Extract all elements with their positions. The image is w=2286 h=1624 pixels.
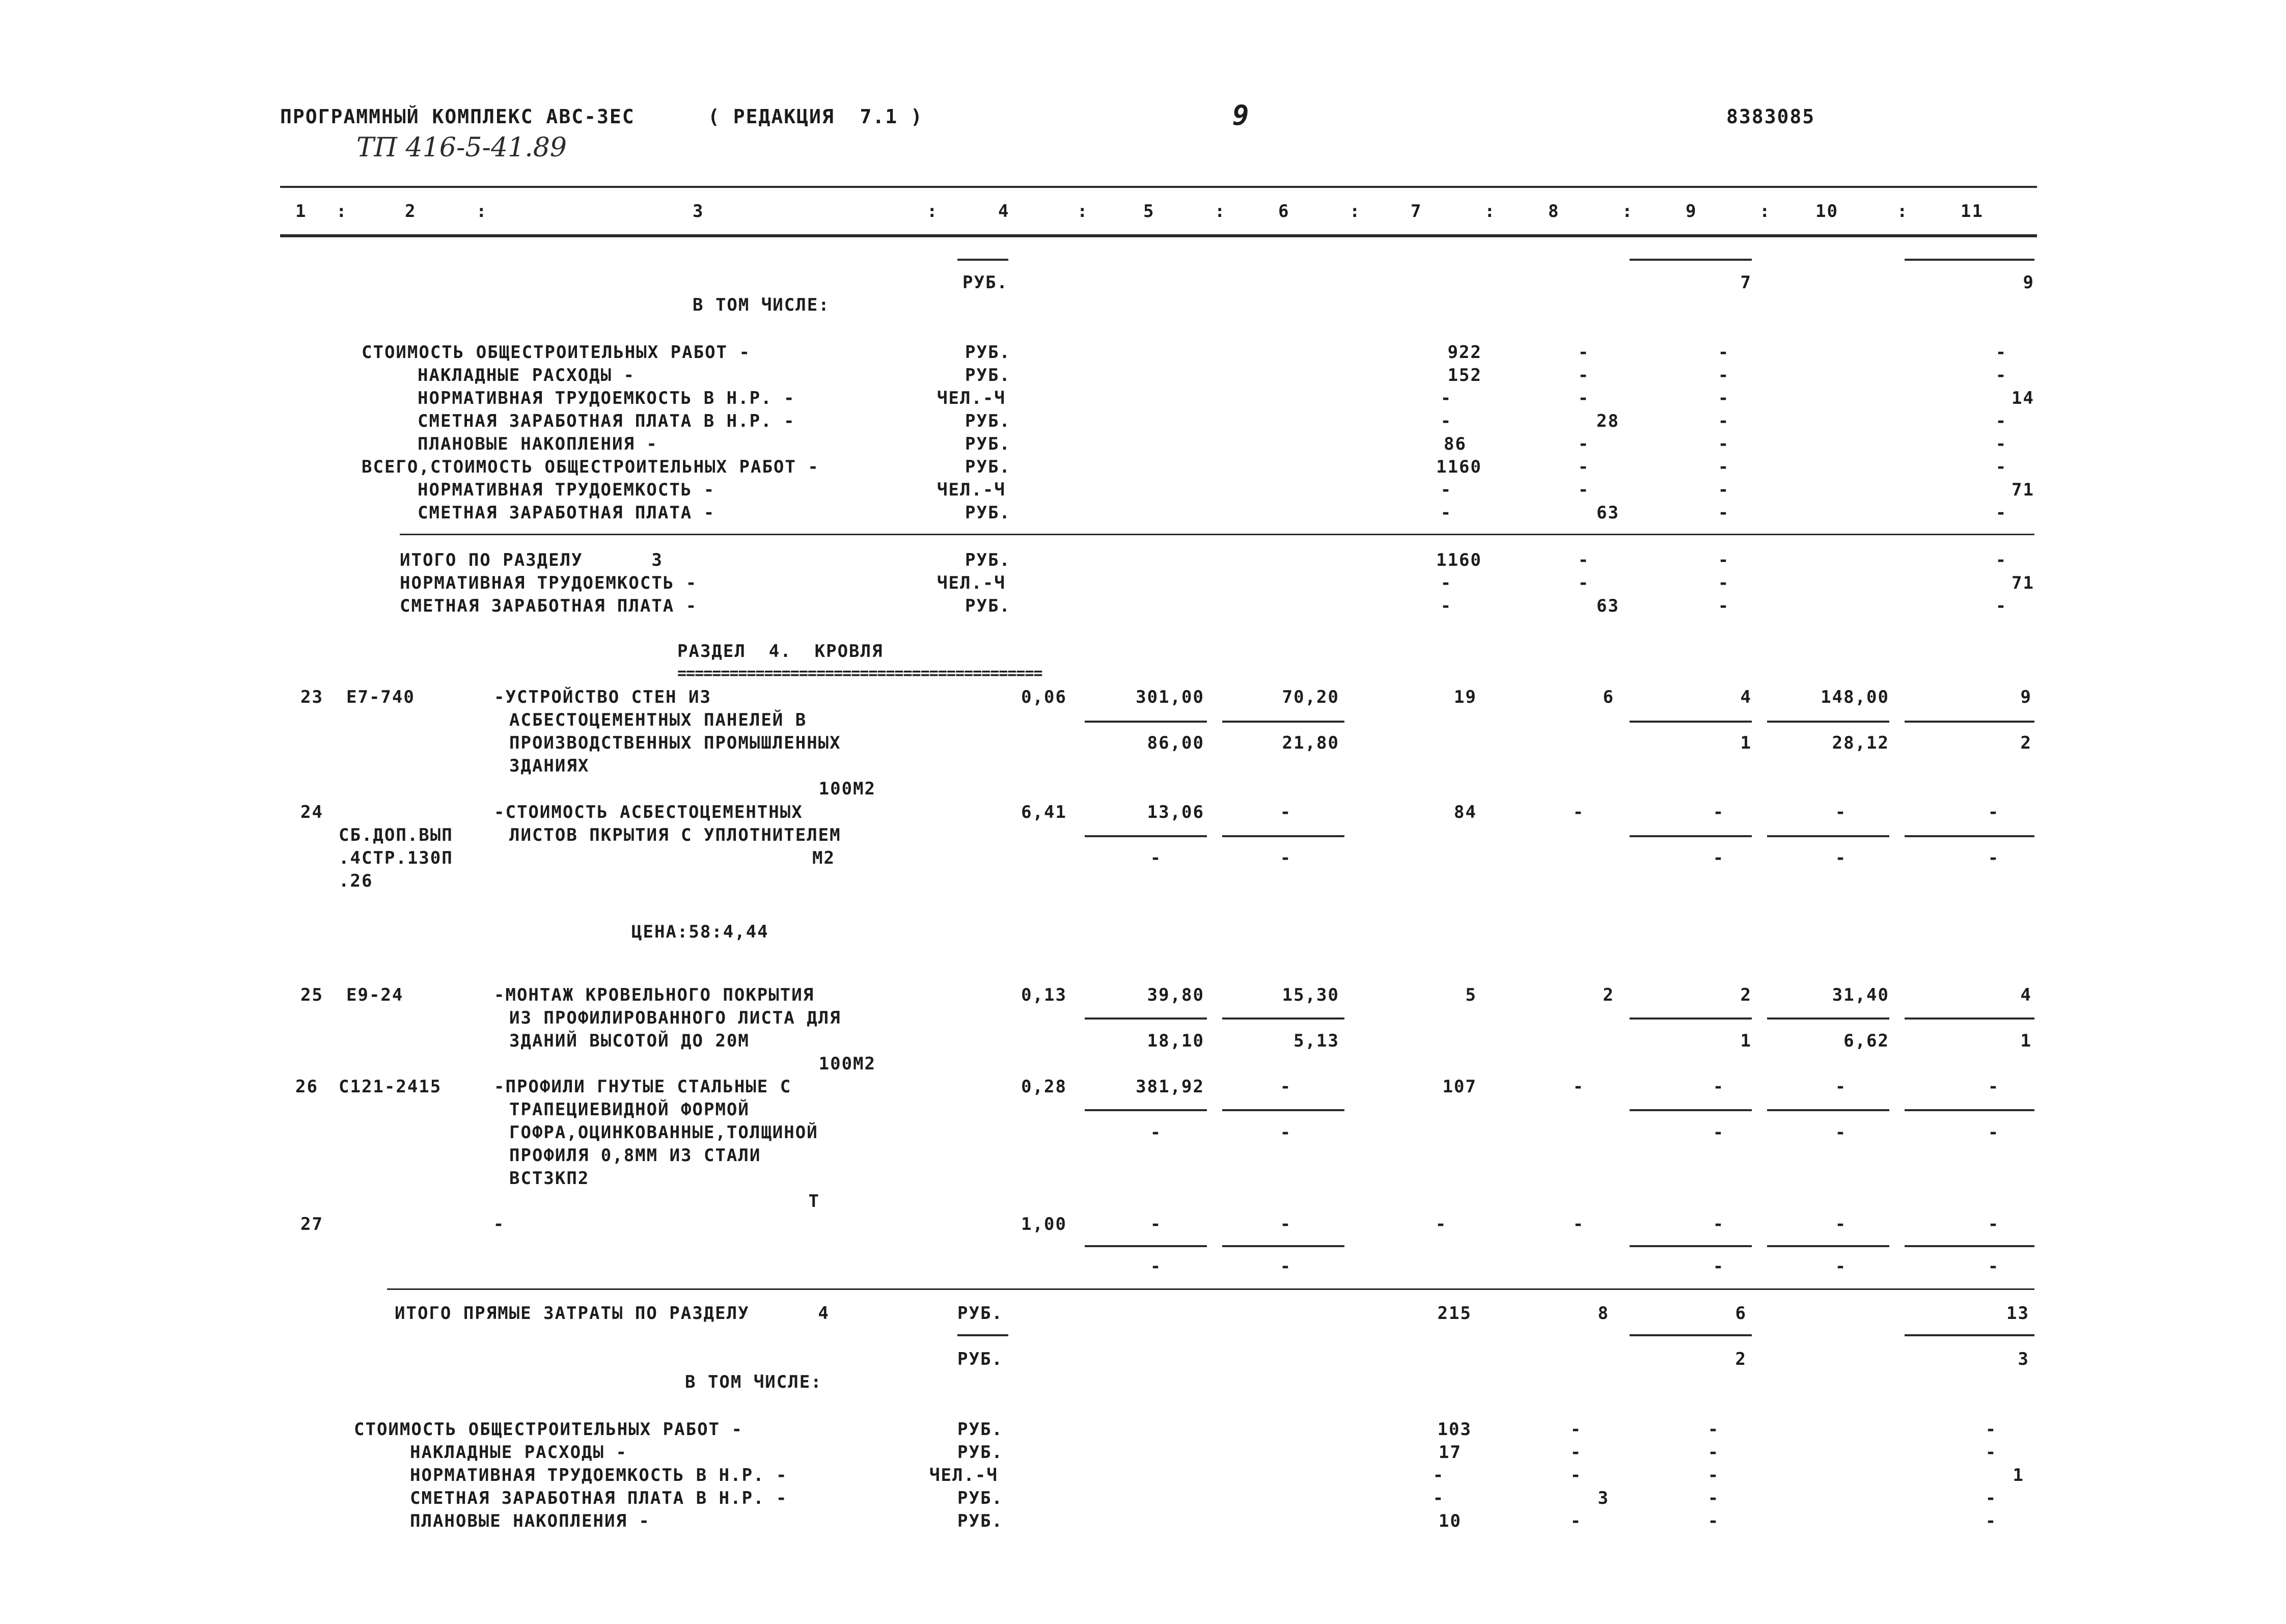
including-label: В ТОМ ЧИСЛЕ:: [685, 1372, 822, 1392]
row-number: 23: [300, 687, 323, 707]
dash-col9: -: [1713, 848, 1725, 868]
column-header-6: 6: [1278, 201, 1290, 222]
column-header-2: 2: [405, 201, 417, 222]
rate-code: .4СТР.130П: [339, 848, 453, 868]
value-col6: 21,80: [1282, 733, 1339, 753]
dash-col10: -: [1835, 1256, 1847, 1277]
dash-col11: -: [1995, 434, 2007, 454]
item-description: ЗДАНИЙ ВЫСОТОЙ ДО 20М: [509, 1031, 750, 1051]
dash-col9: -: [1718, 388, 1730, 408]
value-col5: 13,06: [1147, 802, 1204, 822]
rate-code: Е7-740: [346, 687, 415, 707]
rate-code: .26: [339, 871, 373, 891]
rule: [957, 259, 1008, 261]
dash-col11: -: [1988, 1256, 2000, 1277]
summary-line: СМЕТНАЯ ЗАРАБОТНАЯ ПЛАТА В Н.Р. -: [418, 411, 795, 431]
section-total-line: СМЕТНАЯ ЗАРАБОТНАЯ ПЛАТА -: [400, 596, 698, 616]
value-col10: 148,00: [1821, 687, 1889, 707]
column-header-8: 8: [1548, 201, 1560, 222]
column-header-5: 5: [1143, 201, 1155, 222]
rule: [1630, 1017, 1752, 1020]
column-separator: :: [1215, 201, 1226, 222]
value-col7: 19: [1454, 687, 1477, 707]
dash-col9: -: [1707, 1465, 1720, 1485]
unit-label: РУБ.: [965, 550, 1011, 570]
summary-line: СМЕТНАЯ ЗАРАБОТНАЯ ПЛАТА В Н.Р. -: [410, 1488, 788, 1508]
dash-col7: -: [1440, 411, 1452, 431]
dash-col8: -: [1573, 802, 1585, 822]
value-col11: 71: [2012, 573, 2034, 593]
column-separator: :: [476, 201, 488, 222]
unit-label: РУБ.: [965, 411, 1011, 431]
dash-col8: -: [1578, 388, 1590, 408]
unit-label: РУБ.: [957, 1488, 1003, 1508]
item-unit: 100М2: [818, 1054, 876, 1074]
item-description: АСБЕСТОЦЕМЕНТНЫХ ПАНЕЛЕЙ В: [509, 710, 807, 730]
dash-col7: -: [1440, 503, 1452, 523]
rule: [1222, 835, 1344, 837]
item-unit: Т: [808, 1191, 820, 1212]
summary-line: ПЛАНОВЫЕ НАКОПЛЕНИЯ -: [410, 1511, 650, 1531]
price-note: ЦЕНА:58:4,44: [631, 922, 769, 942]
unit-label: РУБ.: [965, 434, 1011, 454]
column-header-9: 9: [1686, 201, 1697, 222]
item-description: -УСТРОЙСТВО СТЕН ИЗ: [494, 687, 711, 707]
value-col8: 63: [1596, 503, 1619, 523]
column-separator: :: [1897, 201, 1909, 222]
dash-col6: -: [1280, 848, 1292, 868]
dash-col10: -: [1835, 848, 1847, 868]
dash-col7: -: [1440, 388, 1452, 408]
quantity: 1,00: [1021, 1214, 1067, 1234]
unit-label: РУБ.: [965, 503, 1011, 523]
unit-label: РУБ.: [957, 1303, 1003, 1324]
rule: [1085, 721, 1207, 723]
value-col11: 71: [2012, 480, 2034, 500]
dash-col8: -: [1578, 342, 1590, 363]
rule: [1767, 835, 1889, 837]
value-col11: 4: [2020, 985, 2032, 1005]
unit-label: РУБ.: [965, 596, 1011, 616]
rule: [400, 534, 2034, 535]
dash-col9: -: [1718, 457, 1730, 477]
value-col5: 39,80: [1147, 985, 1204, 1005]
rule: [1630, 1334, 1752, 1336]
summary-line: СТОИМОСТЬ ОБЩЕСТРОИТЕЛЬНЫХ РАБОТ -: [354, 1419, 743, 1440]
rate-code: С121-2415: [339, 1077, 442, 1097]
value-col5: 301,00: [1136, 687, 1204, 707]
dash-col8: -: [1578, 480, 1590, 500]
rule: [1905, 835, 2034, 837]
dash-col9: -: [1718, 365, 1730, 386]
value-col11: 9: [2020, 687, 2032, 707]
header-top-rule: [280, 186, 2037, 188]
item-description: ПРОФИЛЯ 0,8ММ ИЗ СТАЛИ: [509, 1145, 761, 1166]
section-total-line: НОРМАТИВНАЯ ТРУДОЕМКОСТЬ -: [400, 573, 698, 593]
dash-col11: -: [1985, 1419, 1997, 1440]
value-col11: 14: [2012, 388, 2034, 408]
dash-col9: -: [1718, 411, 1730, 431]
value-col8: 6: [1603, 687, 1614, 707]
summary-line: ВСЕГО,СТОИМОСТЬ ОБЩЕСТРОИТЕЛЬНЫХ РАБОТ -: [362, 457, 819, 477]
value-col6: 15,30: [1282, 985, 1339, 1005]
value-col5: 86,00: [1147, 733, 1204, 753]
value-col11: 1: [2020, 1031, 2032, 1051]
value-col7: 5: [1465, 985, 1477, 1005]
section-total-line: ИТОГО ПРЯМЫЕ ЗАТРАТЫ ПО РАЗДЕЛУ 4: [395, 1303, 830, 1324]
edition-label: ( РЕДАКЦИЯ 7.1 ): [708, 105, 923, 128]
rule: [1767, 1245, 1889, 1247]
dash-col9: -: [1718, 434, 1730, 454]
dash-col6: -: [1280, 1077, 1292, 1097]
column-header-4: 4: [998, 201, 1010, 222]
dash-col11: -: [1988, 802, 2000, 822]
dash-col9: -: [1713, 802, 1725, 822]
item-description: ПРОИЗВОДСТВЕННЫХ ПРОМЫШЛЕННЫХ: [509, 733, 841, 753]
value-col7: 86: [1444, 434, 1467, 454]
rule: [1222, 1109, 1344, 1111]
column-header-10: 10: [1815, 201, 1838, 222]
rule: [1085, 835, 1207, 837]
program-name: ПРОГРАММНЫЙ КОМПЛЕКС АВС-ЗЕС: [280, 105, 635, 128]
dash-col9: -: [1713, 1077, 1725, 1097]
dash-col11: -: [1995, 457, 2007, 477]
section-heading: РАЗДЕЛ 4. КРОВЛЯ: [677, 641, 884, 662]
header-bottom-rule: [280, 234, 2037, 237]
value-col6: 5,13: [1293, 1031, 1339, 1051]
column-separator: :: [1622, 201, 1634, 222]
dash-col11: -: [1988, 1214, 2000, 1234]
quantity: 6,41: [1021, 802, 1067, 822]
rule: [1222, 1245, 1344, 1247]
dash-col6: -: [1280, 1256, 1292, 1277]
item-description: ЗДАНИЯХ: [509, 756, 590, 776]
dash-col7: -: [1433, 1465, 1445, 1485]
section-heading-underline: ==========================================: [677, 665, 1042, 682]
rule: [1905, 259, 2034, 261]
unit-label: ЧЕЛ.-Ч: [937, 480, 1006, 500]
rule: [1085, 1017, 1207, 1020]
summary-line: НОРМАТИВНАЯ ТРУДОЕМКОСТЬ В Н.Р. -: [410, 1465, 788, 1485]
column-separator: :: [1349, 201, 1361, 222]
value-col11: 9: [2023, 272, 2034, 293]
dash-col8: -: [1570, 1442, 1582, 1463]
dash-col10: -: [1835, 1122, 1847, 1143]
dash-col11: -: [1995, 365, 2007, 386]
dash-col8: -: [1570, 1465, 1582, 1485]
value-col8: 2: [1603, 985, 1614, 1005]
document-code: 8383085: [1726, 105, 1815, 128]
item-unit: М2: [812, 848, 835, 868]
column-header-11: 11: [1961, 201, 1984, 222]
dash-col5: -: [1150, 1256, 1162, 1277]
column-separator: :: [1077, 201, 1089, 222]
dash-col9: -: [1718, 480, 1730, 500]
dash-col11: -: [1995, 342, 2007, 363]
dash-col11: -: [1995, 550, 2007, 570]
column-separator: :: [336, 201, 348, 222]
unit-label: РУБ.: [957, 1349, 1003, 1369]
dash-col9: -: [1713, 1122, 1725, 1143]
dash-col8: -: [1578, 365, 1590, 386]
item-description: ИЗ ПРОФИЛИРОВАННОГО ЛИСТА ДЛЯ: [509, 1008, 841, 1028]
dash-col9: -: [1718, 342, 1730, 363]
item-description: -СТОИМОСТЬ АСБЕСТОЦЕМЕНТНЫХ: [494, 802, 803, 822]
dash-col11: -: [1985, 1488, 1997, 1508]
item-description: ГОФРА,ОЦИНКОВАННЫЕ,ТОЛЩИНОЙ: [509, 1122, 818, 1143]
dash-col8: -: [1573, 1214, 1585, 1234]
summary-line: НАКЛАДНЫЕ РАСХОДЫ -: [418, 365, 635, 386]
dash-col7: -: [1440, 573, 1452, 593]
value-col10: 6,62: [1843, 1031, 1889, 1051]
rule: [1630, 259, 1752, 261]
value-col8: 8: [1598, 1303, 1609, 1324]
column-header-3: 3: [693, 201, 704, 222]
value-col7: 215: [1437, 1303, 1472, 1324]
rule: [1630, 721, 1752, 723]
value-col11: 2: [2020, 733, 2032, 753]
value-col9: 2: [1740, 985, 1752, 1005]
value-col9: 2: [1735, 1349, 1747, 1369]
rule: [1222, 1017, 1344, 1020]
column-separator: :: [1759, 201, 1771, 222]
value-col7: 84: [1454, 802, 1477, 822]
rule: [1767, 1109, 1889, 1111]
row-number: 26: [295, 1077, 318, 1097]
dash-col9: -: [1718, 573, 1730, 593]
value-col11: 13: [2006, 1303, 2029, 1324]
value-col7: 922: [1447, 342, 1482, 363]
dash-col5: -: [1150, 848, 1162, 868]
rule: [957, 1334, 1008, 1336]
unit-label: РУБ.: [957, 1419, 1003, 1440]
including-label: В ТОМ ЧИСЛЕ:: [693, 295, 830, 315]
dash-col11: -: [1985, 1511, 1997, 1531]
item-unit: 100М2: [818, 779, 876, 799]
column-separator: :: [927, 201, 939, 222]
unit-label: ЧЕЛ.-Ч: [937, 388, 1006, 408]
dash-col3: -: [493, 1214, 505, 1234]
summary-line: СТОИМОСТЬ ОБЩЕСТРОИТЕЛЬНЫХ РАБОТ -: [362, 342, 751, 363]
summary-line: НОРМАТИВНАЯ ТРУДОЕМКОСТЬ -: [418, 480, 715, 500]
dash-col10: -: [1835, 802, 1847, 822]
dash-col8: -: [1578, 457, 1590, 477]
section-total-line: ИТОГО ПО РАЗДЕЛУ 3: [400, 550, 663, 570]
rule: [1222, 721, 1344, 723]
value-col6: 70,20: [1282, 687, 1339, 707]
rule: [1085, 1109, 1207, 1111]
dash-col9: -: [1707, 1419, 1720, 1440]
value-col7: 152: [1447, 365, 1482, 386]
unit-label: ЧЕЛ.-Ч: [929, 1465, 998, 1485]
value-col7: 107: [1442, 1077, 1477, 1097]
item-description: -МОНТАЖ КРОВЕЛЬНОГО ПОКРЫТИЯ: [494, 985, 815, 1005]
rule: [1630, 1245, 1752, 1247]
dash-col5: -: [1150, 1122, 1162, 1143]
quantity: 0,06: [1021, 687, 1067, 707]
value-col5: 381,92: [1136, 1077, 1204, 1097]
dash-col8: -: [1578, 573, 1590, 593]
summary-line: НАКЛАДНЫЕ РАСХОДЫ -: [410, 1442, 627, 1463]
row-number: 25: [300, 985, 323, 1005]
dash-col7: -: [1440, 596, 1452, 616]
dash-col6: -: [1280, 802, 1292, 822]
dash-col7: -: [1440, 480, 1452, 500]
value-col9: 7: [1740, 272, 1752, 293]
unit-label: РУБ.: [965, 457, 1011, 477]
summary-line: НОРМАТИВНАЯ ТРУДОЕМКОСТЬ В Н.Р. -: [418, 388, 795, 408]
dash-col9: -: [1707, 1442, 1720, 1463]
rule: [1630, 835, 1752, 837]
rule: [1767, 721, 1889, 723]
dash-col9: -: [1707, 1488, 1720, 1508]
unit-label: ЧЕЛ.-Ч: [937, 573, 1006, 593]
rule: [1905, 721, 2034, 723]
page-number: 9: [1232, 99, 1250, 131]
item-description: -ПРОФИЛИ ГНУТЫЕ СТАЛЬНЫЕ С: [494, 1077, 792, 1097]
item-description: ТРАПЕЦИЕВИДНОЙ ФОРМОЙ: [509, 1099, 750, 1120]
dash-col10: -: [1835, 1214, 1847, 1234]
value-col7: 17: [1439, 1442, 1462, 1463]
value-col9: 1: [1740, 733, 1752, 753]
unit-label: РУБ.: [965, 342, 1011, 363]
dash-col8: -: [1578, 434, 1590, 454]
summary-line: ПЛАНОВЫЕ НАКОПЛЕНИЯ -: [418, 434, 658, 454]
dash-col11: -: [1995, 411, 2007, 431]
column-separator: :: [1484, 201, 1496, 222]
dash-col7: -: [1435, 1214, 1447, 1234]
rule: [1905, 1334, 2034, 1336]
value-col10: 28,12: [1832, 733, 1889, 753]
dash-col9: -: [1713, 1214, 1725, 1234]
dash-col8: -: [1570, 1511, 1582, 1531]
dash-col6: -: [1280, 1214, 1292, 1234]
item-description: ЛИСТОВ ПКРЫТИЯ С УПЛОТНИТЕЛЕМ: [509, 825, 841, 845]
handwritten-reference: ТП 416-5-41.89: [356, 132, 567, 163]
value-col11: 1: [2013, 1465, 2024, 1485]
dash-col10: -: [1835, 1077, 1847, 1097]
dash-col7: -: [1433, 1488, 1445, 1508]
dash-col11: -: [1985, 1442, 1997, 1463]
value-col9: 4: [1740, 687, 1752, 707]
value-col7: 103: [1437, 1419, 1472, 1440]
dash-col11: -: [1988, 1077, 2000, 1097]
dash-col6: -: [1280, 1122, 1292, 1143]
dash-col11: -: [1995, 596, 2007, 616]
unit-label: РУБ.: [957, 1511, 1003, 1531]
column-header-1: 1: [295, 201, 307, 222]
unit-label: РУБ.: [962, 272, 1008, 293]
quantity: 0,28: [1021, 1077, 1067, 1097]
value-col10: 31,40: [1832, 985, 1889, 1005]
row-number: 27: [300, 1214, 323, 1234]
value-col7: 10: [1439, 1511, 1462, 1531]
item-description: ВСТ3КП2: [509, 1168, 590, 1189]
dash-col11: -: [1988, 848, 2000, 868]
rule: [1905, 1017, 2034, 1020]
rule: [1905, 1245, 2034, 1247]
unit-label: РУБ.: [957, 1442, 1003, 1463]
value-col8: 63: [1596, 596, 1619, 616]
rule: [1085, 1245, 1207, 1247]
rule: [1767, 1017, 1889, 1020]
value-col9: 1: [1740, 1031, 1752, 1051]
value-col8: 3: [1598, 1488, 1609, 1508]
dash-col9: -: [1707, 1511, 1720, 1531]
value-col7: 1160: [1436, 457, 1482, 477]
value-col7: 1160: [1436, 550, 1482, 570]
rate-code: СБ.ДОП.ВЫП: [339, 825, 453, 845]
dash-col8: -: [1570, 1419, 1582, 1440]
dash-col5: -: [1150, 1214, 1162, 1234]
rate-code: Е9-24: [346, 985, 404, 1005]
dash-col9: -: [1718, 550, 1730, 570]
value-col11: 3: [2018, 1349, 2029, 1369]
value-col9: 6: [1735, 1303, 1747, 1324]
value-col8: 28: [1596, 411, 1619, 431]
column-header-7: 7: [1411, 201, 1422, 222]
rule: [1630, 1109, 1752, 1111]
dash-col9: -: [1718, 596, 1730, 616]
row-number: 24: [300, 802, 323, 822]
rule: [1905, 1109, 2034, 1111]
dash-col11: -: [1988, 1122, 2000, 1143]
summary-line: СМЕТНАЯ ЗАРАБОТНАЯ ПЛАТА -: [418, 503, 715, 523]
quantity: 0,13: [1021, 985, 1067, 1005]
dash-col9: -: [1718, 503, 1730, 523]
dash-col11: -: [1995, 503, 2007, 523]
dash-col8: -: [1573, 1077, 1585, 1097]
value-col5: 18,10: [1147, 1031, 1204, 1051]
dash-col8: -: [1578, 550, 1590, 570]
unit-label: РУБ.: [965, 365, 1011, 386]
dash-col9: -: [1713, 1256, 1725, 1277]
rule: [387, 1288, 2034, 1290]
